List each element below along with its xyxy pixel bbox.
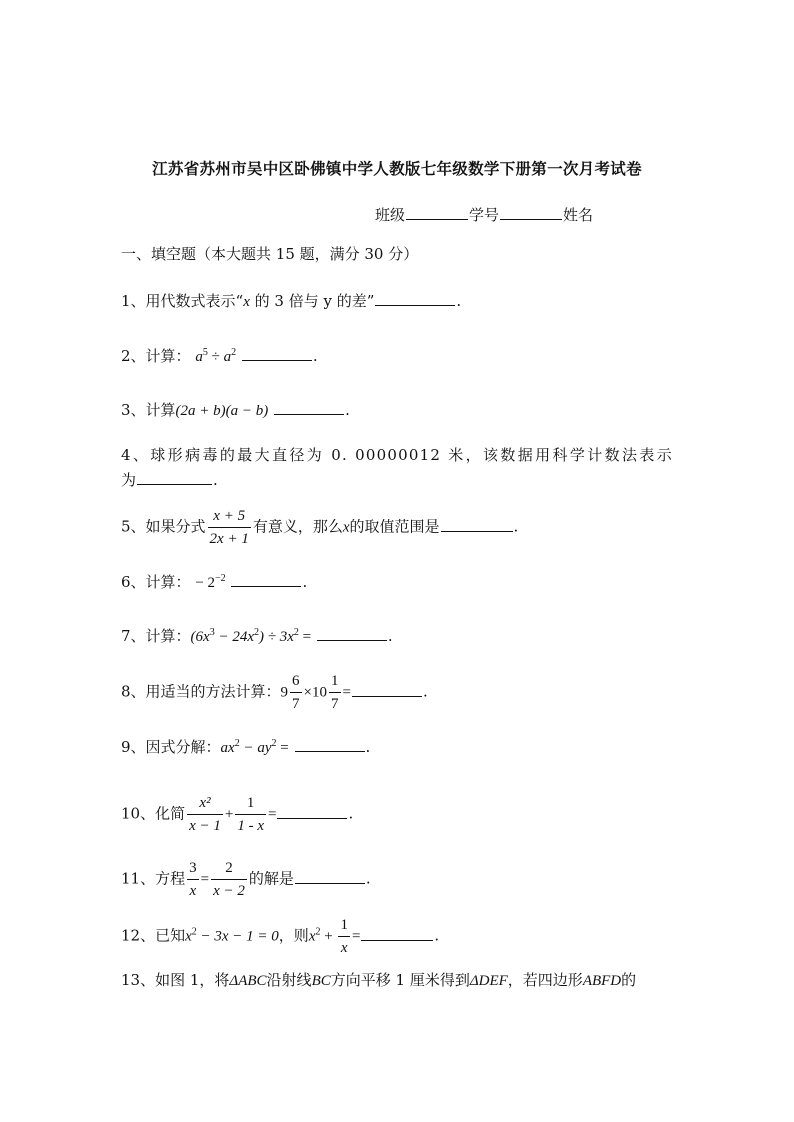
answer-blank[interactable]: [441, 517, 513, 532]
question-11: 11、方程 $\frac{3}{x}$ = $\frac{2}{x - 2}$ 的解是 .: [121, 857, 371, 902]
question-3: 3、计算(2a + b)(a − b) .: [121, 401, 350, 419]
answer-blank[interactable]: [375, 291, 455, 306]
question-4-line-1: 4、球形病毒的最大直径为 0. 00000012 米，该数据用科学计数法表示: [121, 446, 673, 464]
answer-blank[interactable]: [242, 346, 312, 361]
question-13: 13、如图 1，将ΔABC沿射线BC方向平移 1 厘米得到ΔDEF，若四边形ABFD的: [121, 971, 637, 989]
question-10: 10、化简 $\frac{\text{x²}}{x - 1}$ + $\frac{1}{1 - x}$ = .: [121, 792, 353, 837]
student-id-label: 学号: [469, 206, 500, 224]
fraction: $\frac{1}{1 - x}$: [235, 792, 266, 837]
answer-blank[interactable]: [137, 470, 212, 485]
class-blank[interactable]: [406, 205, 468, 220]
class-label: 班级: [375, 206, 406, 224]
fraction: $\frac{3}{x}$: [187, 857, 199, 902]
answer-blank[interactable]: [317, 626, 387, 641]
answer-blank[interactable]: [352, 682, 422, 697]
answer-blank[interactable]: [274, 400, 344, 415]
student-id-blank[interactable]: [500, 205, 562, 220]
question-12: 12、已知$x^2 - 3x - 1 = 0$，则$x^2$ + $\frac{1}{x}$ = .: [121, 914, 439, 959]
question-2: 2、计算： $a^5 \div a^2$ .: [121, 347, 318, 365]
answer-blank[interactable]: [295, 869, 365, 884]
fraction: $\frac{1}{x}$: [338, 914, 350, 959]
question-9: 9、因式分解：$ax^2 - ay^2$ = .: [121, 738, 371, 756]
name-label: 姓名: [563, 206, 594, 224]
section-heading: 一、填空题（本大题共 15 题，满分 30 分）: [121, 245, 419, 263]
fraction: $\frac{1}{7}$: [329, 670, 341, 715]
fraction: $\frac{\text{x²}}{x - 1}$: [187, 792, 223, 837]
fraction: $\frac{x + 5}{2x + 1}$: [208, 505, 251, 550]
fraction: $\frac{2}{x - 2}$: [211, 857, 247, 902]
answer-blank[interactable]: [361, 926, 433, 941]
question-6: 6、计算： − $2^{-2}$ .: [121, 573, 308, 591]
question-8: 8、用适当的方法计算：9 $\frac{6}{7}$ ×10 $\frac{1}{7}$ = .: [121, 670, 428, 715]
answer-blank[interactable]: [277, 804, 347, 819]
question-4-line-2: 为 .: [121, 471, 218, 489]
fraction: $\frac{6}{7}$: [290, 670, 302, 715]
question-1: 1、用代数式表示“x 的 3 倍与 y 的差” .: [121, 292, 462, 310]
question-7: 7、计算：$(6x^3 - 24x^2) \div 3x^2$ = .: [121, 627, 393, 645]
question-5: 5、如果分式 $\frac{x + 5}{2x + 1}$ 有意义，那么x的取值范围是 .: [121, 505, 518, 550]
answer-blank[interactable]: [295, 737, 365, 752]
page-title: 江苏省苏州市吴中区卧佛镇中学人教版七年级数学下册第一次月考试卷: [152, 159, 642, 178]
answer-blank[interactable]: [231, 572, 301, 587]
student-info-line: [375, 204, 593, 225]
